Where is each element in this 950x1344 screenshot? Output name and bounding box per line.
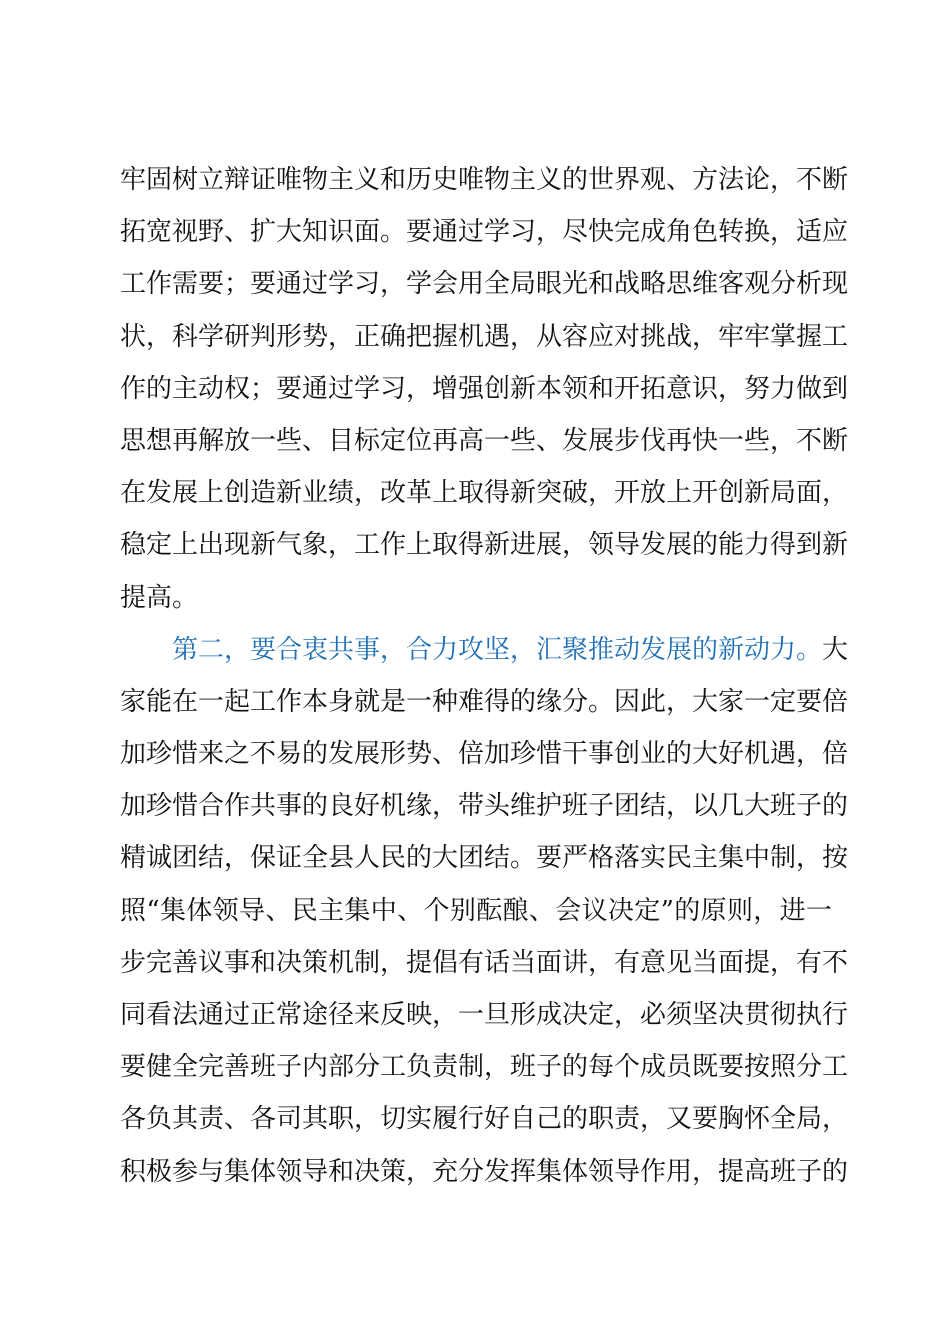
text-line: 家能在一起工作本身就是一种难得的缘分。因此，大家一定要倍 bbox=[120, 686, 849, 717]
text-line: 作的主动权；要通过学习，增强创新本领和开拓意识，努力做到 bbox=[120, 373, 849, 404]
text-line: 拓宽视野、扩大知识面。要通过学习，尽快完成角色转换，适应 bbox=[120, 217, 849, 248]
text-line: 思想再解放一些、目标定位再高一些、发展步伐再快一些，不断 bbox=[120, 425, 849, 456]
text-line: 加珍惜来之不易的发展形势、倍加珍惜干事创业的大好机遇，倍 bbox=[120, 739, 849, 770]
text-line: 稳定上出现新气象，工作上取得新进展，领导发展的能力得到新 bbox=[120, 530, 849, 561]
text-line: 牢固树立辩证唯物主义和历史唯物主义的世界观、方法论，不断 bbox=[120, 165, 849, 195]
text-line: 提高。 bbox=[120, 582, 199, 613]
paragraph-1 bbox=[120, 154, 849, 624]
text-line: 工作需要；要通过学习，学会用全局眼光和战略思维客观分析现 bbox=[120, 269, 849, 300]
text-line: 步完善议事和决策机制，提倡有话当面讲，有意见当面提，有不 bbox=[120, 947, 849, 978]
text-line: 同看法通过正常途径来反映，一旦形成决定，必须坚决贯彻执行 bbox=[120, 1000, 849, 1030]
text-line: 状，科学研判形势，正确把握机遇，从容应对挑战，牢牢掌握工 bbox=[120, 321, 849, 352]
paragraph-2-first-line bbox=[120, 624, 849, 676]
text-line: 各负其责、各司其职，切实履行好自己的职责，又要胸怀全局， bbox=[120, 1104, 849, 1135]
paragraph-2 bbox=[120, 624, 849, 1198]
text-line: 积极参与集体领导和决策，充分发挥集体领导作用，提高班子的 bbox=[120, 1156, 849, 1187]
text-line: 照“集体领导、民主集中、个别酝酿、会议决定”的原则，进一 bbox=[120, 895, 832, 926]
document-page bbox=[120, 154, 849, 1198]
text-line: 要健全完善班子内部分工负责制，班子的每个成员既要按照分工 bbox=[120, 1052, 849, 1083]
text-line: 加珍惜合作共事的良好机缘，带头维护班子团结，以几大班子的 bbox=[120, 791, 849, 822]
text-line: 精诚团结，保证全县人民的大团结。要严格落实民主集中制，按 bbox=[120, 843, 849, 874]
section-heading: 第二，要合衷共事，合力攻坚，汇聚推动发展的新动力。 bbox=[172, 634, 823, 665]
heading-trailing-text: 大 bbox=[822, 634, 849, 665]
text-line: 在发展上创造新业绩，改革上取得新突破，开放上开创新局面， bbox=[120, 478, 849, 509]
